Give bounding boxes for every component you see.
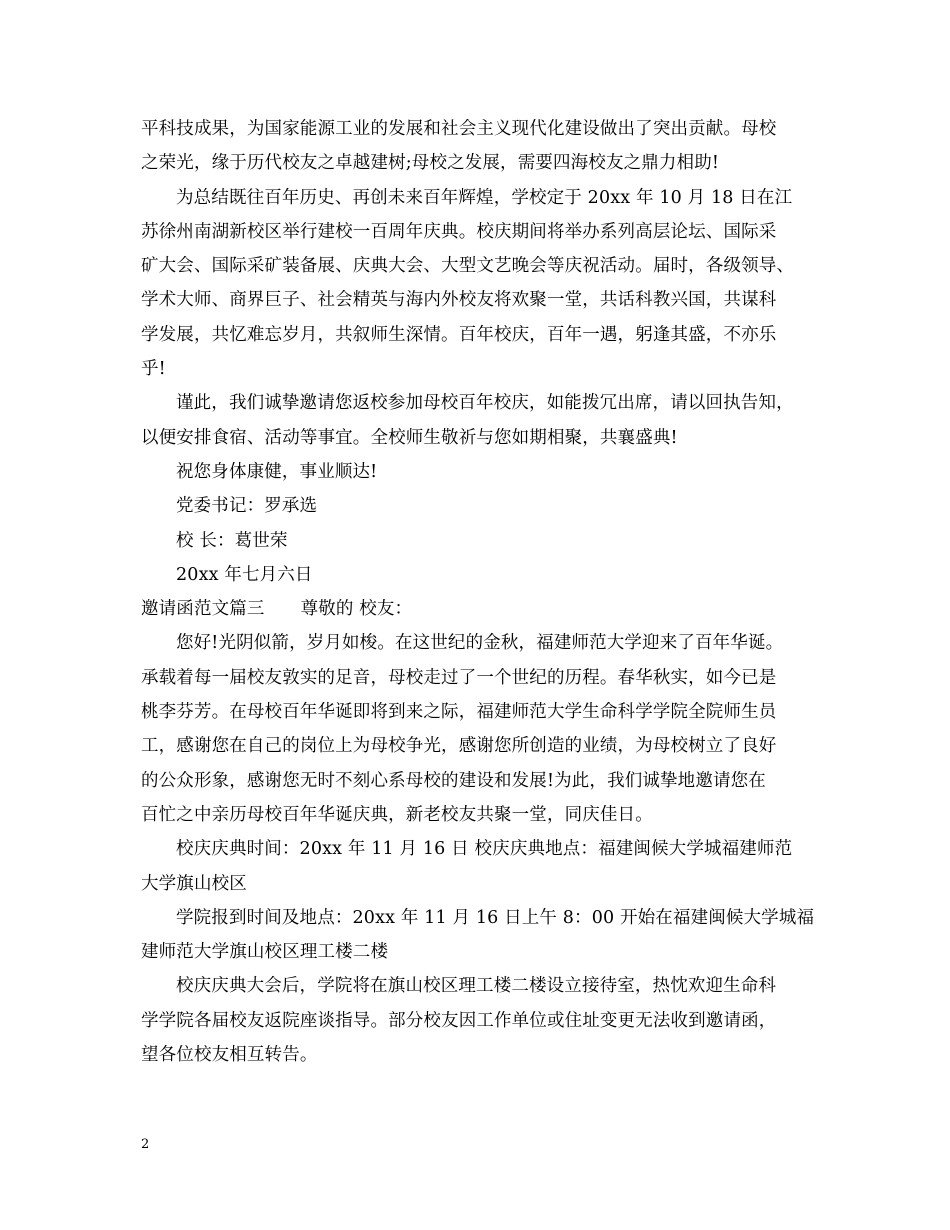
text-line: 平科技成果，为国家能源工业的发展和社会主义现代化建设做出了突出贡献。母校 (141, 119, 777, 139)
text-line: 百忙之中亲历母校百年华诞庆典，新老校友共聚一堂，同庆佳日。 (141, 804, 653, 825)
text-line: 学术大师、商界巨子、社会精英与海内外校友将欢聚一堂，共话科教兴国，共谋科 (141, 290, 777, 311)
section-heading (141, 592, 813, 626)
text-line: 之荣光，缘于历代校友之卓越建树;母校之发展，需要四海校友之鼎力相助! (141, 153, 720, 174)
text-line: 苏徐州南湖新校区举行建校一百周年庆典。校庆期间将举办系列高层论坛、国际采 (141, 221, 777, 242)
text-line: 党委书记：罗承选 (176, 496, 318, 517)
text-line: 祝您身体康健，事业顺达! (176, 461, 378, 482)
letter-section-two (141, 112, 813, 592)
text-line: 大学旗山校区 (141, 873, 247, 894)
text-line: 您好!光阴似箭，岁月如梭。在这世纪的金秋，福建师范大学迎来了百年华诞。 (176, 633, 784, 654)
section-title: 邀请函范文篇三 (141, 599, 265, 620)
text-line: 乎! (141, 359, 166, 380)
text-line: 以便安排食宿、活动等事宜。全校师生敬祈与您如期相聚，共襄盛典! (141, 427, 678, 448)
letter-section-three (141, 626, 813, 1072)
text-line: 校庆庆典时间：20xx 年 11 月 16 日 校庆庆典地点：福建闽候大学城福建师范 (176, 839, 793, 860)
page-number: 2 (141, 1137, 150, 1152)
text-line: 谨此，我们诚挚邀请您返校参加母校百年校庆，如能拨冗出席，请以回执告知， (176, 393, 794, 414)
text-line: 承载着每一届校友敦实的足音，母校走过了一个世纪的历程。春华秋实，如今已是 (141, 667, 777, 688)
text-line: 矿大会、国际采矿装备展、庆典大会、大型文艺晚会等庆祝活动。届时，各级领导、 (141, 256, 795, 277)
text-line: 的公众形象，感谢您无时不刻心系母校的建设和发展!为此，我们诚挚地邀请您在 (141, 770, 766, 791)
text-line: 20xx 年七月六日 (176, 564, 313, 585)
salutation: 尊敬的 校友： (300, 599, 413, 620)
text-line: 建师范大学旗山校区理工楼二楼 (141, 942, 389, 963)
text-line: 校庆庆典大会后，学院将在旗山校区理工楼二楼设立接待室，热忱欢迎生命科 (176, 976, 777, 997)
text-line: 学院报到时间及地点：20xx 年 11 月 16 日上午 8：00 开始在福建闽候大学城福 (176, 907, 815, 928)
text-line: 为总结既往百年历史、再创未来百年辉煌，学校定于 20xx 年 10 月 18 日在江 (176, 187, 793, 208)
document-body (141, 112, 813, 1072)
text-line: 学学院各届校友返院座谈指导。部分校友因工作单位或住址变更无法收到邀请函， (141, 1010, 777, 1031)
text-line: 校 长：葛世荣 (176, 530, 288, 551)
text-line: 工，感谢您在自己的岗位上为母校争光，感谢您所创造的业绩，为母校树立了良好 (141, 736, 777, 757)
text-line: 桃李芬芳。在母校百年华诞即将到来之际，福建师范大学生命科学学院全院师生员 (141, 702, 777, 723)
text-line: 学发展，共忆难忘岁月，共叙师生深情。百年校庆，百年一遇，躬逢其盛，不亦乐 (141, 324, 777, 345)
text-line: 望各位校友相互转告。 (141, 1045, 318, 1066)
